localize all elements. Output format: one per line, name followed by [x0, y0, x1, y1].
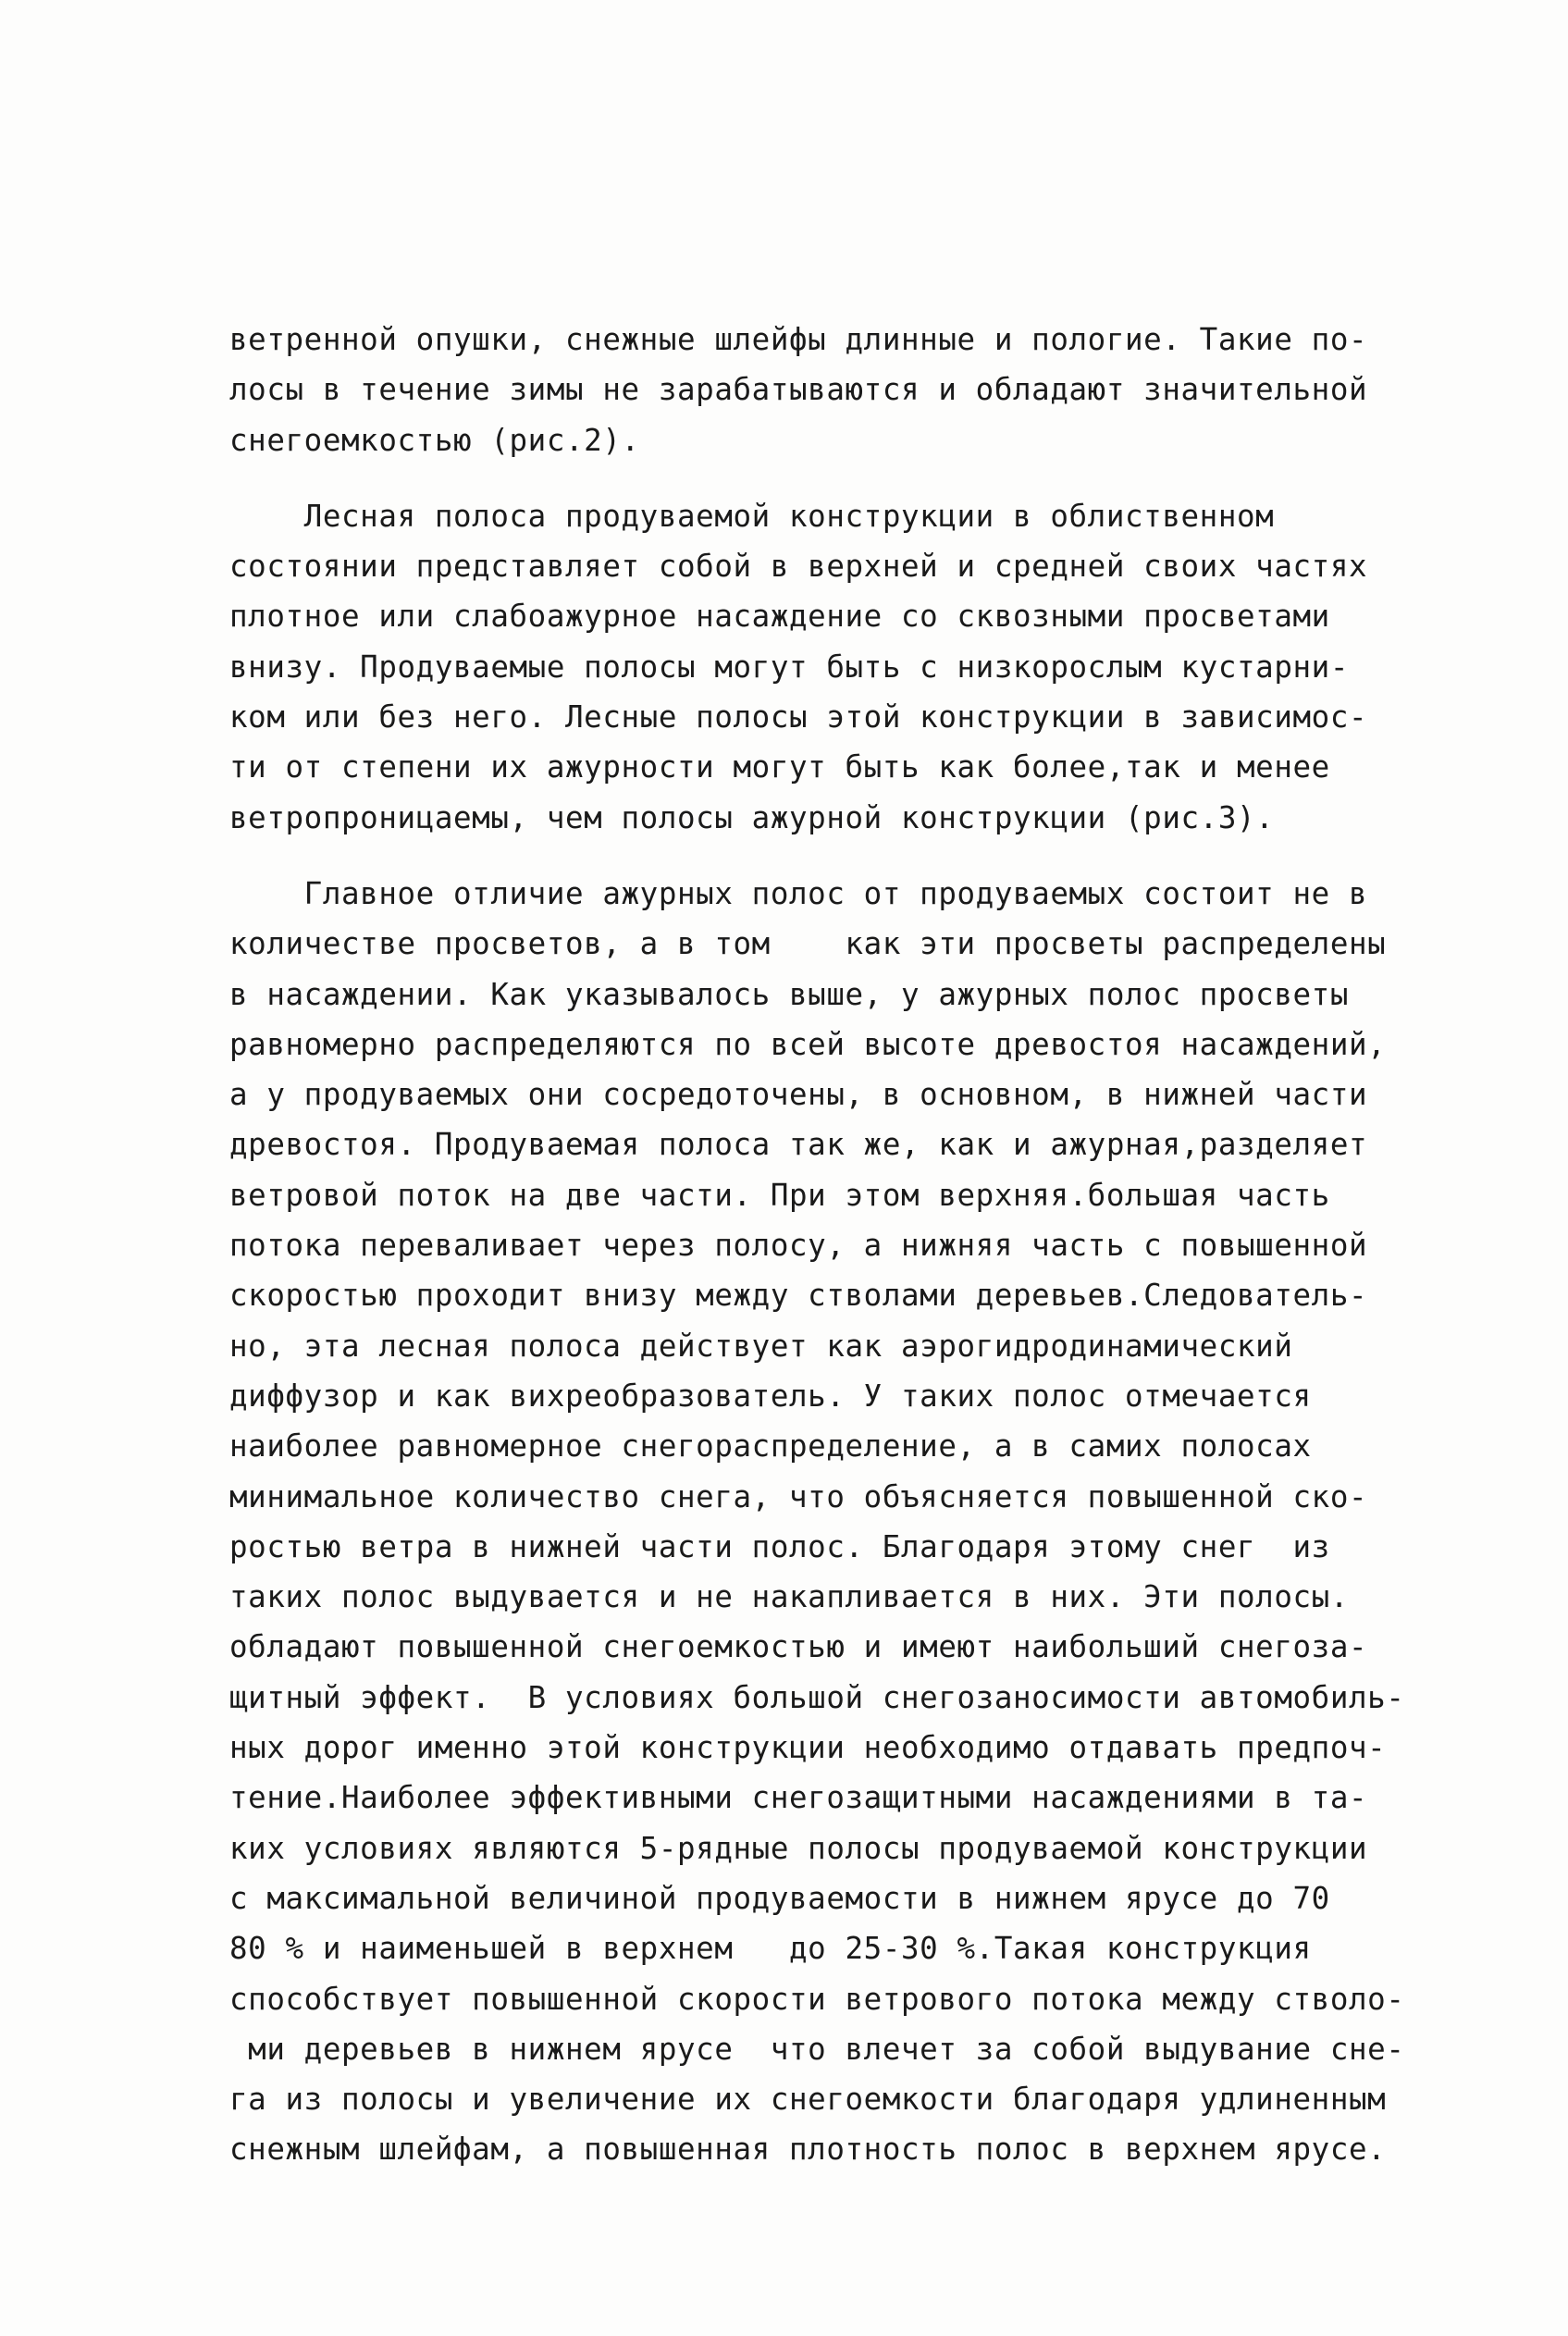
- text-line: снегоемкостью (рис.2).: [229, 422, 640, 458]
- text-line: снежным шлейфам, а повышенная плотность полос в верхнем ярусе.: [229, 2132, 1387, 2168]
- text-line: равномерно распределяются по всей высоте древостоя насаждений,: [229, 1026, 1387, 1062]
- text-line: Главное отличие ажурных полос от продуваемых состоит не в: [229, 875, 1368, 911]
- paragraph-spacer: [229, 465, 1451, 491]
- text-line: ветренной опушки, снежные шлейфы длинные и пологие. Такие по-: [229, 322, 1368, 357]
- text-line: способствует повышенной скорости ветрового потока между стволо-: [229, 1981, 1405, 2017]
- text-line: скоростью проходит внизу между стволами деревьев.Следователь-: [229, 1278, 1368, 1314]
- text-line: 80 % и наименьшей в верхнем до 25-30 %.Такая конструкция: [229, 1931, 1312, 1967]
- text-line: с максимальной величиной продуваемости в нижнем ярусе до 70: [229, 1880, 1330, 1916]
- text-line: ных дорог именно этой конструкции необходимо отдавать предпоч-: [229, 1730, 1387, 1766]
- paragraph-1: [229, 315, 1451, 465]
- text-line: плотное или слабоажурное насаждение со сквозными просветами: [229, 599, 1330, 635]
- text-line: состоянии представляет собой в верхней и средней своих частях: [229, 549, 1368, 585]
- text-line: древостоя. Продуваемая полоса так же, как и ажурная,разделяет: [229, 1127, 1368, 1163]
- text-line: минимальное количество снега, что объясняется повышенной ско-: [229, 1478, 1368, 1514]
- text-line: ких условиях являются 5-рядные полосы продуваемой конструкции: [229, 1830, 1368, 1866]
- text-line: обладают повышенной снегоемкостью и имеют наибольший снегоза-: [229, 1629, 1368, 1665]
- text-line: га из полосы и увеличение их снегоемкости благодаря удлиненным: [229, 2082, 1387, 2118]
- paragraph-3: [229, 869, 1451, 2175]
- text-line: щитный эффект. В условиях большой снегозаносимости автомобиль-: [229, 1679, 1405, 1715]
- text-line: ти от степени их ажурности могут быть как более,так и менее: [229, 749, 1330, 785]
- text-line: диффузор и как вихреобразователь. У таких полос отмечается: [229, 1378, 1312, 1414]
- paragraph-2: [229, 491, 1451, 843]
- text-line: но, эта лесная полоса действует как аэрогидродинамический: [229, 1328, 1293, 1364]
- text-line: а у продуваемых они сосредоточены, в основном, в нижней части: [229, 1077, 1368, 1113]
- text-line: ветровой поток на две части. При этом верхняя.большая часть: [229, 1177, 1330, 1213]
- text-line: количестве просветов, а в том как эти просветы распределены: [229, 926, 1387, 962]
- text-line: таких полос выдувается и не накапливается в них. Эти полосы.: [229, 1579, 1349, 1615]
- text-line: ветропроницаемы, чем полосы ажурной конструкции (рис.3).: [229, 799, 1275, 835]
- text-line: наиболее равномерное снегораспределение, а в самих полосах: [229, 1428, 1312, 1465]
- text-line: в насаждении. Как указывалось выше, у ажурных полос просветы: [229, 976, 1349, 1012]
- text-line: тение.Наиболее эффективными снегозащитными насаждениями в та-: [229, 1780, 1368, 1816]
- text-line: ми деревьев в нижнем ярусе что влечет за собой выдувание сне-: [229, 2031, 1405, 2067]
- paragraph-spacer: [229, 843, 1451, 869]
- document-text: [229, 315, 1451, 2175]
- text-line: лосы в течение зимы не зарабатываются и обладают значительной: [229, 372, 1368, 408]
- text-line: Лесная полоса продуваемой конструкции в облиственном: [229, 498, 1275, 534]
- text-line: потока переваливает через полосу, а нижняя часть с повышенной: [229, 1228, 1368, 1264]
- text-line: ростью ветра в нижней части полос. Благодаря этому снег из: [229, 1528, 1330, 1564]
- text-line: внизу. Продуваемые полосы могут быть с низкорослым кустарни-: [229, 649, 1349, 685]
- text-line: ком или без него. Лесные полосы этой конструкции в зависимос-: [229, 699, 1368, 735]
